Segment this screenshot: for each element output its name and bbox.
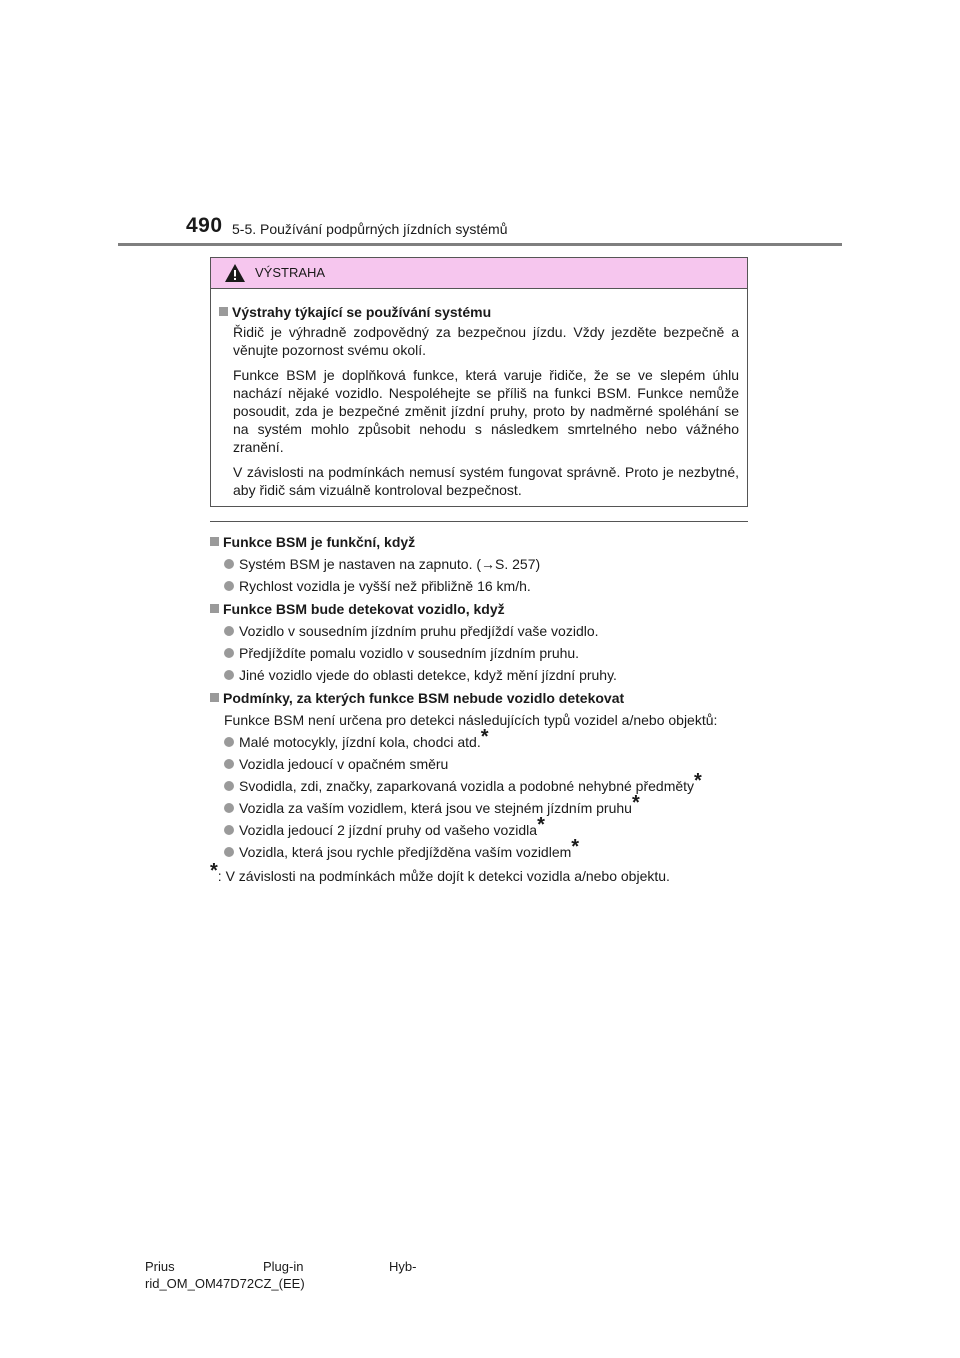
section-heading-text: Funkce BSM bude detekovat vozidlo, když xyxy=(223,601,505,617)
bullet-icon xyxy=(224,825,234,835)
bullet-icon xyxy=(224,803,234,813)
footer-type: Hyb- xyxy=(389,1259,417,1274)
bullet-icon xyxy=(224,581,234,591)
list-item xyxy=(210,792,748,817)
list-item-text: Malé motocykly, jízdní kola, chodci atd. xyxy=(239,734,481,750)
footer-variant: Plug-in xyxy=(263,1259,304,1274)
list-item-text: Systém BSM je nastaven na zapnuto. (→S. 257) xyxy=(239,556,541,572)
footer-line-1 xyxy=(145,1258,416,1275)
footnote-star: * xyxy=(694,770,702,792)
list-item-text: Vozidla jedoucí 2 jízdní pruhy od vašeho vozidla xyxy=(239,822,538,838)
warning-paragraph: Řidič je výhradně zodpovědný za bezpečnou jízdu. Vždy jezděte bezpečně a věnujte pozornost svému okolí. xyxy=(233,324,739,358)
footnote-star: * xyxy=(480,726,489,748)
list-item-text: Rychlost vozidla je vyšší než přibližně 16 km/h. xyxy=(239,578,531,594)
square-bullet-icon xyxy=(210,693,219,702)
list-item xyxy=(210,622,748,640)
bullet-icon xyxy=(224,737,234,747)
list-item-text: Vozidla za vaším vozidlem, která jsou ve stejném jízdním pruhu xyxy=(239,800,632,816)
list-item xyxy=(210,555,748,573)
warning-header xyxy=(211,258,747,289)
footnote-star: * xyxy=(537,814,545,836)
list-item xyxy=(210,836,748,861)
list-item xyxy=(210,666,748,684)
bullet-icon xyxy=(224,781,234,791)
footer-model: Prius xyxy=(145,1259,175,1274)
section-heading-text: Podmínky, za kterých funkce BSM nebude vozidlo detekovat xyxy=(223,690,625,706)
list-item xyxy=(210,755,748,773)
warning-body xyxy=(211,289,747,499)
warning-heading-text: Výstrahy týkající se používání systému xyxy=(232,304,492,320)
warning-paragraph: V závislosti na podmínkách nemusí systém fungovat správně. Proto je nezbytné, aby řidič sám vizuálně kontroloval bezpečnost. xyxy=(233,464,739,498)
warning-label: VÝSTRAHA xyxy=(255,265,326,280)
list-item-text: Svodidla, zdi, značky, zaparkovaná vozidla a podobné nehybné předměty xyxy=(239,778,695,794)
list-item xyxy=(210,770,748,795)
footnote-text: : V závislosti na podmínkách může dojít k detekci vozidla a/nebo objektu. xyxy=(217,868,670,884)
footnote xyxy=(210,860,748,885)
list-item xyxy=(210,577,748,595)
bullet-icon xyxy=(224,759,234,769)
square-bullet-icon xyxy=(219,307,228,316)
section-heading xyxy=(210,689,748,707)
main-content xyxy=(210,528,748,885)
section-heading-text: Funkce BSM je funkční, když xyxy=(223,534,416,550)
list-item-text: Vozidla jedoucí v opačném směru xyxy=(239,756,449,772)
warning-box xyxy=(210,257,748,507)
footer-line-2: rid_OM_OM47D72CZ_(EE) xyxy=(145,1276,305,1291)
bullet-icon xyxy=(224,847,234,857)
list-item-text: Vozidla, která jsou rychle předjížděna vaším vozidlem xyxy=(239,844,572,860)
bullet-icon xyxy=(224,670,234,680)
content-rule xyxy=(210,521,748,522)
section-heading xyxy=(210,600,748,618)
footnote-star: * xyxy=(571,836,580,858)
square-bullet-icon xyxy=(210,604,219,613)
footnote-star: * xyxy=(210,860,218,882)
header-rule xyxy=(118,243,842,246)
bullet-icon xyxy=(224,648,234,658)
section-heading xyxy=(210,533,748,551)
list-item-text: Předjíždíte pomalu vozidlo v sousedním jízdním pruhu. xyxy=(239,645,580,661)
bullet-icon xyxy=(224,559,234,569)
section-title: 5-5. Používání podpůrných jízdních systémů xyxy=(232,221,508,237)
list-item-text: Vozidlo v sousedním jízdním pruhu předjíždí vaše vozidlo. xyxy=(239,623,599,639)
square-bullet-icon xyxy=(210,537,219,546)
footer xyxy=(145,1258,416,1292)
list-item xyxy=(210,814,748,839)
warning-heading xyxy=(219,303,739,321)
footnote-star: * xyxy=(631,792,640,814)
list-item xyxy=(210,726,748,751)
list-item xyxy=(210,644,748,662)
list-item-text: Jiné vozidlo vjede do oblasti detekce, když mění jízdní pruhy. xyxy=(239,667,617,683)
warning-triangle-icon xyxy=(224,263,246,283)
section-intro: Funkce BSM není určena pro detekci následujících typů vozidel a/nebo objektů: xyxy=(224,712,718,728)
page-number: 490 xyxy=(186,214,223,237)
warning-paragraph: Funkce BSM je doplňková funkce, která varuje řidiče, že se ve slepém úhlu nachází nějaké vozidlo. Nespoléhejte se příliš na funkci BSM. Funkce nemůže posoudit, zda je bezpečné změnit jízdní pruhy, proto by nadměrné spoléhání se na systém mohlo způsobit nehodu s následkem smrtelného nebo vážného zranění. xyxy=(233,367,739,455)
bullet-icon xyxy=(224,626,234,636)
